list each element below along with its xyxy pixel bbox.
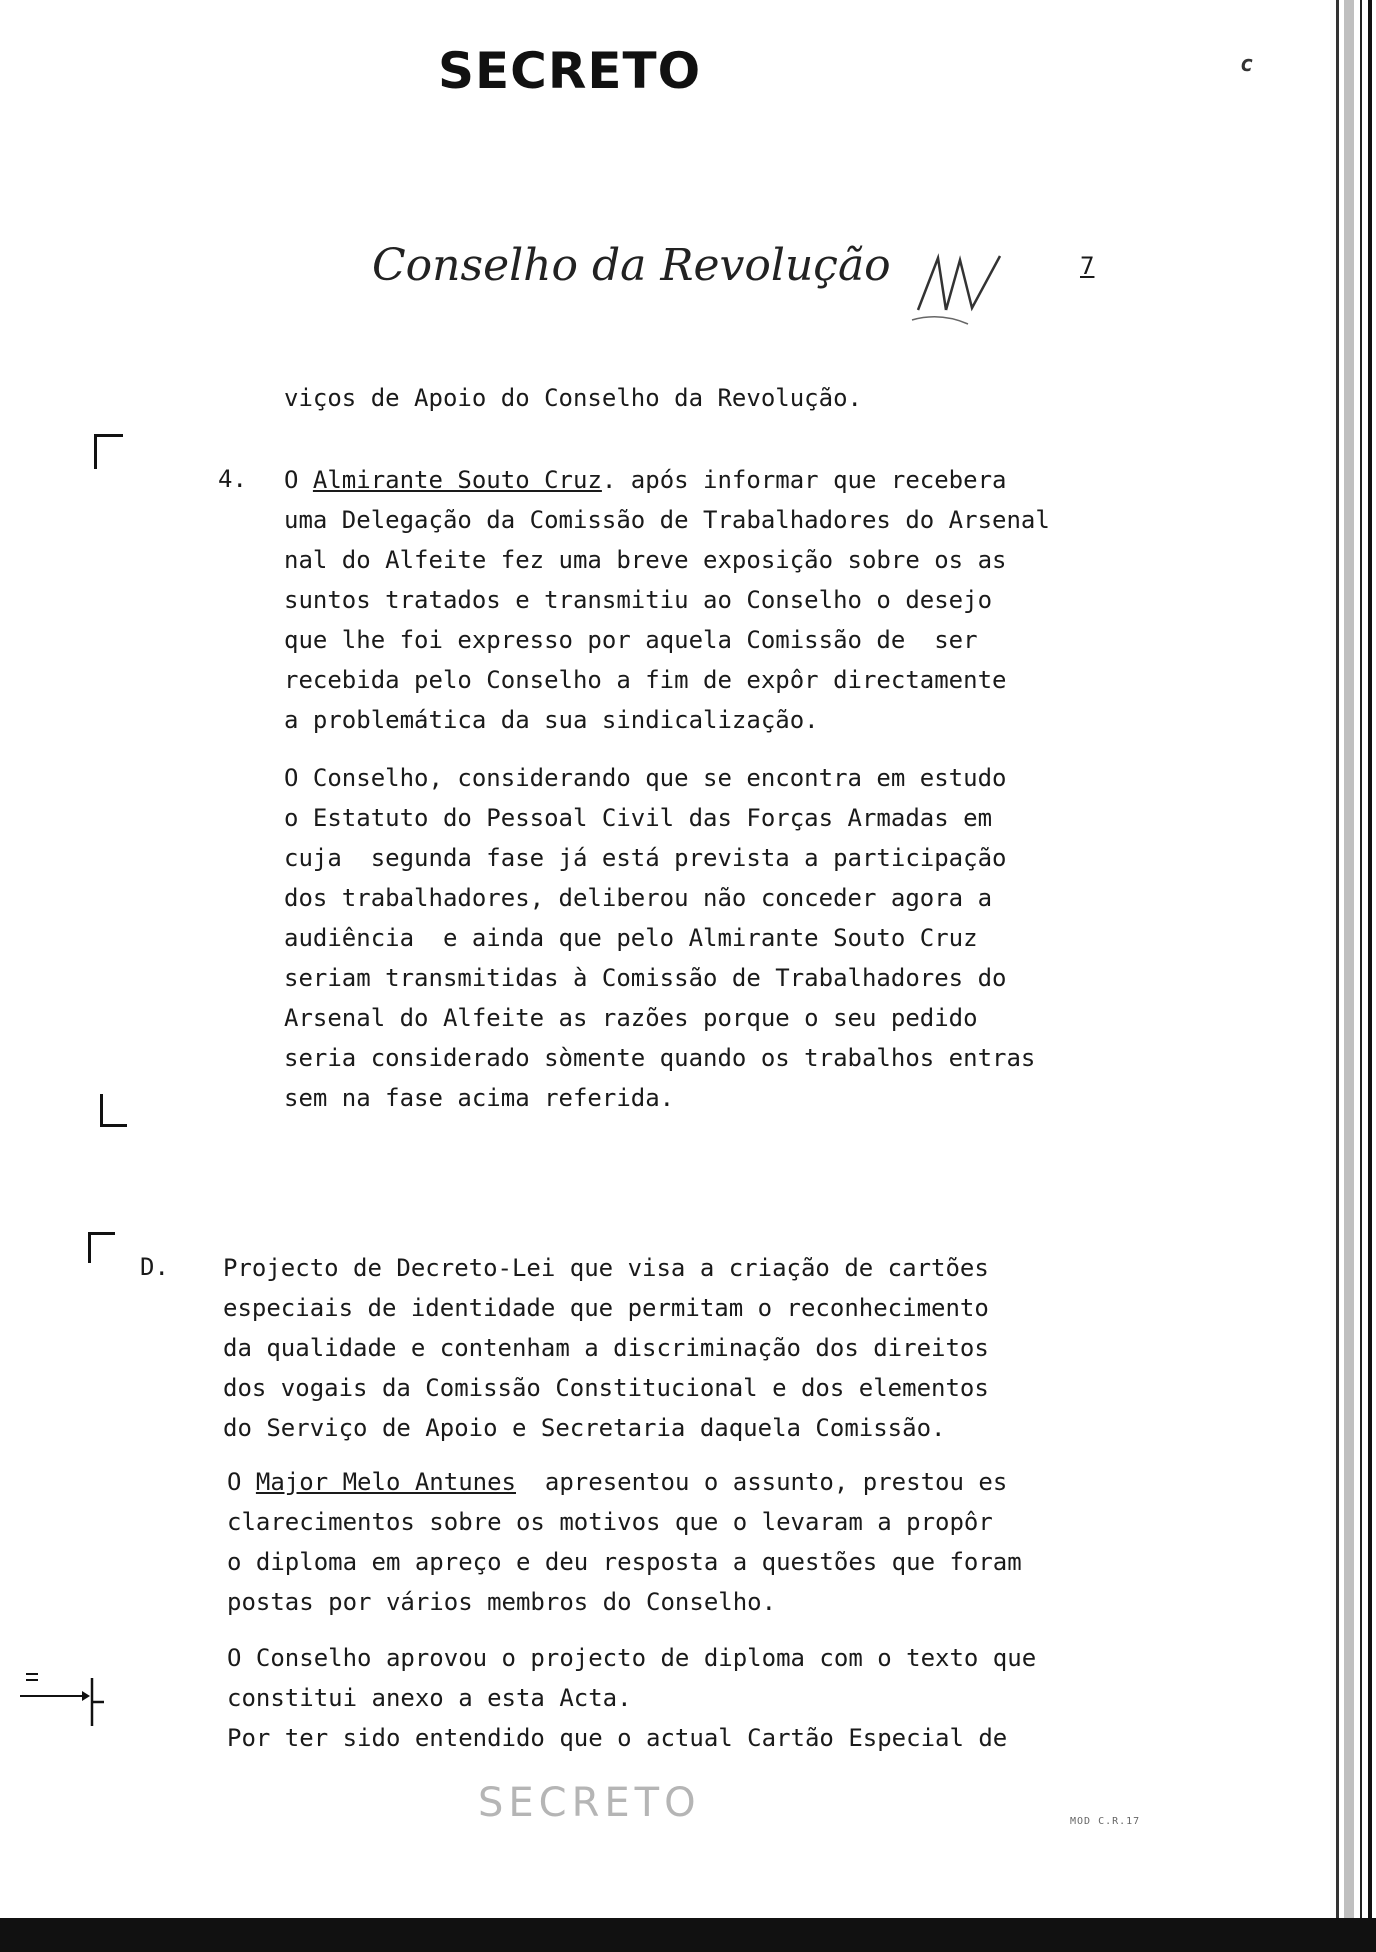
- item4-para2-line: sem na fase acima referida.: [284, 1084, 675, 1112]
- item4-line: recebida pelo Conselho a fim de expôr directamente: [284, 666, 1007, 694]
- itemD-line: postas por vários membros do Conselho.: [227, 1588, 777, 1616]
- item4-first-line: O Almirante Souto Cruz. após informar que recebera: [284, 466, 1007, 494]
- item4-para2-line: o Estatuto do Pessoal Civil das Forças Armadas em: [284, 804, 993, 832]
- handwritten-initials-icon: [910, 250, 1020, 330]
- item4-para2-line: O Conselho, considerando que se encontra em estudo: [284, 764, 1007, 792]
- itemD-line: clarecimentos sobre os motivos que o levaram a propôr: [227, 1508, 993, 1536]
- item-letter: D.: [140, 1253, 169, 1281]
- item4-para2-line: seriam transmitidas à Comissão de Trabalhadores do: [284, 964, 1007, 992]
- itemD-title-line: especiais de identidade que permitam o reconhecimento: [223, 1294, 989, 1322]
- itemD-title-line: do Serviço de Apoio e Secretaria daquela Comissão.: [223, 1414, 946, 1442]
- itemD-para2-line: O Conselho aprovou o projecto de diploma com o texto que: [227, 1644, 1037, 1672]
- secret-stamp-top: SECRETO: [438, 42, 702, 100]
- itemD-first-line: O Major Melo Antunes apresentou o assunto, prestou es: [227, 1468, 1008, 1496]
- item4-para2-line: Arsenal do Alfeite as razões porque o seu pedido: [284, 1004, 978, 1032]
- margin-bracket-top: [94, 434, 123, 469]
- letterhead: Conselho da Revolução: [372, 240, 891, 291]
- intro-line: viços de Apoio do Conselho da Revolução.: [284, 384, 862, 412]
- item-number: 4.: [218, 465, 247, 493]
- itemD-para2-line: constitui anexo a esta Acta.: [227, 1684, 632, 1712]
- item4-line: que lhe foi expresso por aquela Comissão de ser: [284, 626, 978, 654]
- item4-para2-line: audiência e ainda que pelo Almirante Souto Cruz: [284, 924, 978, 952]
- item4-line: nal do Alfeite fez uma breve exposição sobre os as: [284, 546, 1007, 574]
- item4-para2-line: cuja segunda fase já está prevista a participação: [284, 844, 1007, 872]
- scan-edge-artifact: [1316, 0, 1376, 1952]
- margin-bracket-bottom: [100, 1094, 127, 1127]
- margin-arrow-icon: [16, 1664, 116, 1734]
- item4-line: uma Delegação da Comissão de Trabalhadores do Arsenal: [284, 506, 1050, 534]
- item4-line: suntos tratados e transmitiu ao Conselho o desejo: [284, 586, 993, 614]
- itemD-line: o diploma em apreço e deu resposta a questões que foram: [227, 1548, 1022, 1576]
- item4-para2-line: dos trabalhadores, deliberou não conceder agora a: [284, 884, 993, 912]
- itemD-title-line: Projecto de Decreto-Lei que visa a criação de cartões: [223, 1254, 989, 1282]
- speaker-name: Major Melo Antunes: [255, 1468, 516, 1496]
- speaker-name: Almirante Souto Cruz: [312, 466, 602, 494]
- page-number: 7: [1080, 252, 1095, 280]
- corner-mark: c: [1240, 52, 1254, 77]
- item4-para2-line: seria considerado sòmente quando os trabalhos entras: [284, 1044, 1036, 1072]
- item4-line: a problemática da sua sindicalização.: [284, 706, 819, 734]
- itemD-title-line: dos vogais da Comissão Constitucional e dos elementos: [223, 1374, 989, 1402]
- margin-bracket-top-d: [88, 1232, 115, 1263]
- secret-stamp-bottom: SECRETO: [478, 1780, 701, 1826]
- itemD-para2-line: Por ter sido entendido que o actual Cartão Especial de: [227, 1724, 1008, 1752]
- scan-bottom-band: [0, 1918, 1376, 1952]
- itemD-title-line: da qualidade e contenham a discriminação dos direitos: [223, 1334, 989, 1362]
- form-code: MOD C.R.17: [1070, 1816, 1141, 1827]
